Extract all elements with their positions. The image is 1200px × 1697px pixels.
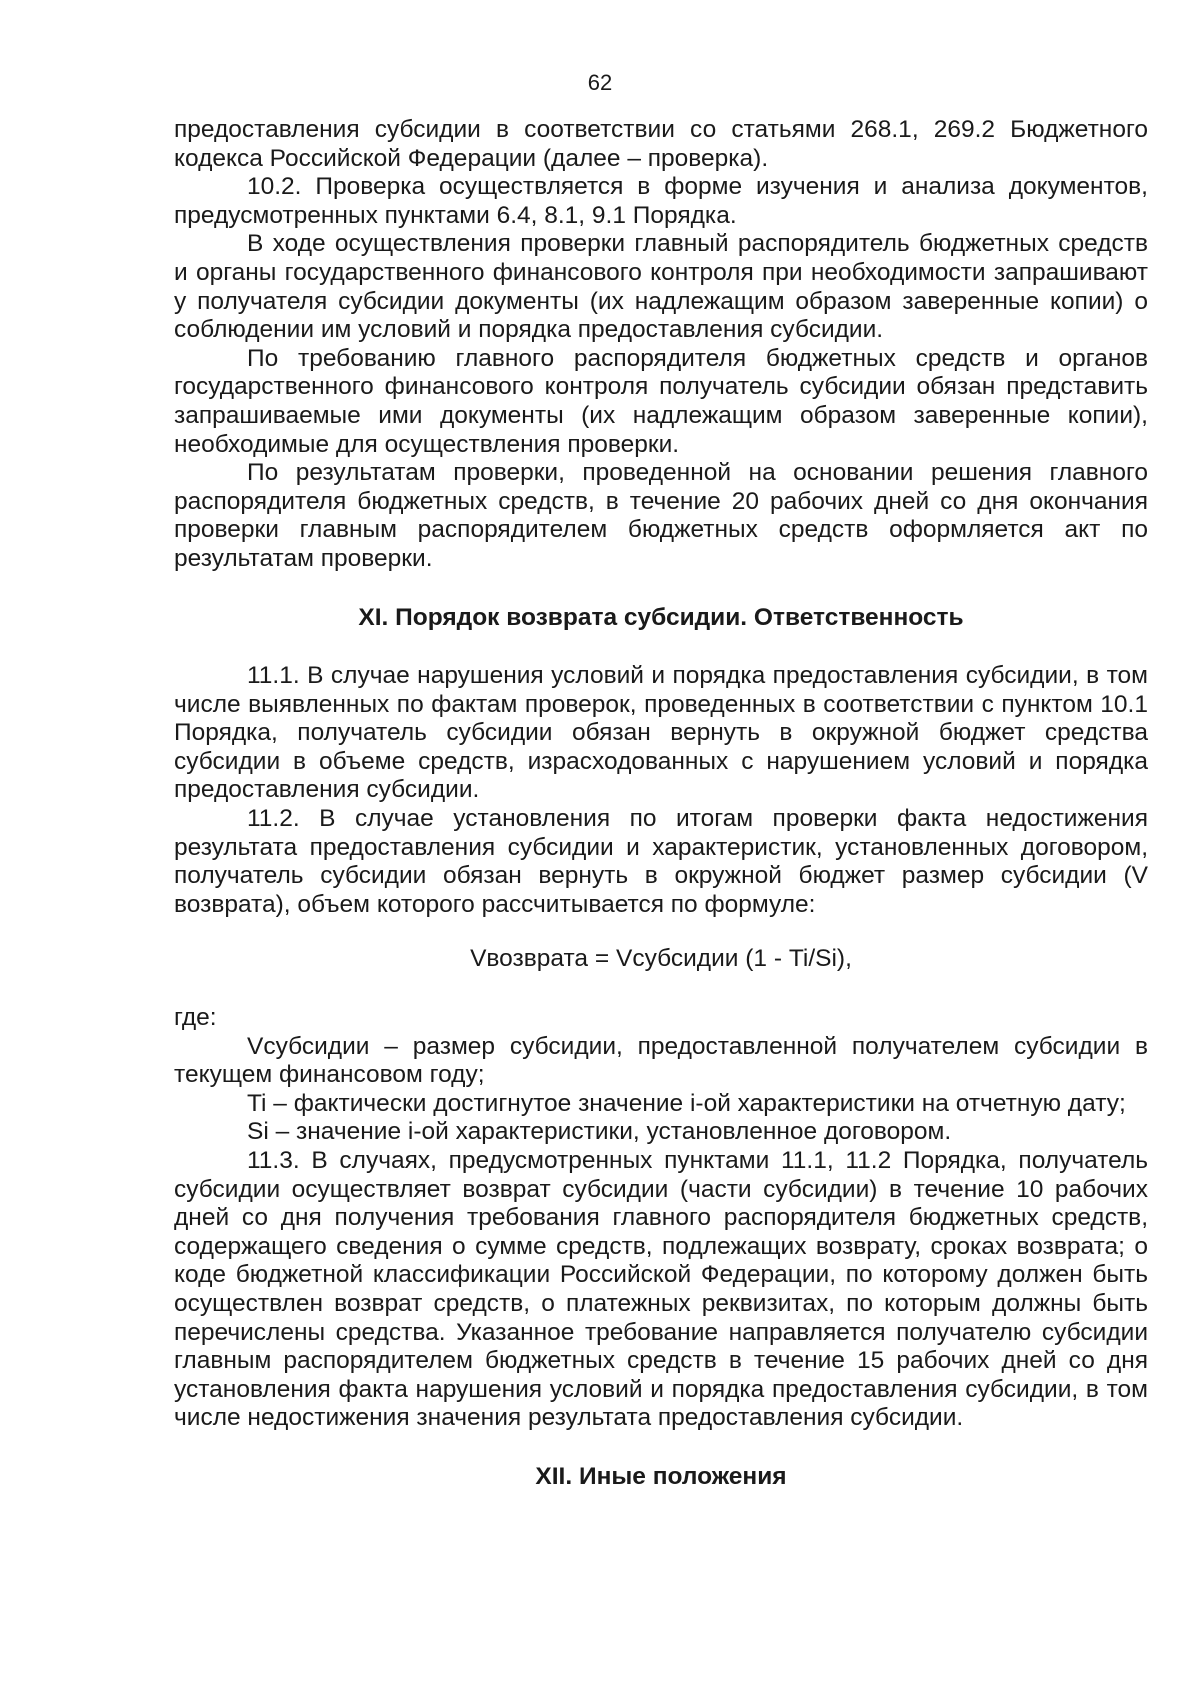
paragraph-10-2: 10.2. Проверка осуществляется в форме изучения и анализа документов, предусмотренных пунктами 6.4, 8.1, 9.1 Порядка. — [174, 173, 1148, 229]
paragraph-definition-v-subsidy: Vсубсидии – размер субсидии, предоставленной получателем субсидии в текущем финансовом году; — [174, 1032, 1148, 1089]
paragraph-document-request: В ходе осуществления проверки главный распорядитель бюджетных средств и органы государственного финансового контроля при необходимости запрашивают у получателя субсидии документы (их надлежащим образом заверенные копии) о соблюдении им условий и порядка предоставления субсидии. — [174, 230, 1148, 344]
paragraph-11-1: 11.1. В случае нарушения условий и порядка предоставления субсидии, в том числе выявленных по фактам проверок, проведенных в соответствии с пунктом 10.1 Порядка, получатель субсидии обязан вернуть в окружной бюджет средства субсидии в объеме средств, израсходованных с нарушением условий и порядка предоставления субсидии. — [174, 662, 1148, 804]
paragraph-where: где: — [174, 1004, 217, 1032]
paragraph-definition-si: Si – значение i-ой характеристики, установленное договором. — [247, 1118, 952, 1146]
paragraph-11-2: 11.2. В случае установления по итогам проверки факта недостижения результата предоставления субсидии и характеристик, установленных договором, получатель субсидии обязан вернуть в окружной бюджет размер субсидии (V возврата), объем которого рассчитывается по формуле: — [174, 805, 1148, 918]
paragraph-definition-ti: Ti – фактически достигнутое значение i-ой характеристики на отчетную дату; — [247, 1089, 1126, 1117]
paragraph-verification-act: По результатам проверки, проведенной на основании решения главного распорядителя бюджетных средств, в течение 20 рабочих дней со дня окончания проверки главным распорядителем бюджетных средств оформляется акт по результатам проверки. — [174, 459, 1148, 572]
paragraph-recipient-obligation: По требованию главного распорядителя бюджетных средств и органов государственного финансового контроля получатель субсидии обязан представить запрашиваемые ими документы (их надлежащим образом заверенные копии), необходимые для осуществления проверки. — [174, 344, 1148, 458]
section-heading-xi: XI. Порядок возврата субсидии. Ответственность — [358, 603, 964, 631]
paragraph-verification-definition: предоставления субсидии в соответствии со статьями 268.1, 269.2 Бюджетного кодекса Российской Федерации (далее – проверка). — [174, 116, 1148, 172]
page-number: 62 — [587, 70, 613, 95]
refund-formula: Vвозврата = Vсубсидии (1 - Ti/Si), — [470, 945, 852, 973]
paragraph-11-3: 11.3. В случаях, предусмотренных пунктами 11.1, 11.2 Порядка, получатель субсидии осуществляет возврат субсидии (части субсидии) в течение 10 рабочих дней со дня получения требования главного распорядителя бюджетных средств, содержащего сведения о сумме средств, подлежащих возврату, сроках возврата; о коде бюджетной классификации Российской Федерации, по которому должен быть осуществлен возврат средств, о платежных реквизитах, по которым должны быть перечислены средства. Указанное требование направляется получателю субсидии главным распорядителем бюджетных средств в течение 15 рабочих дней со дня установления факта нарушения условий и порядка предоставления субсидии, в том числе недостижения значения результата предоставления субсидии. — [174, 1147, 1148, 1432]
document-body — [174, 116, 1148, 1492]
section-heading-xii: XII. Иные положения — [535, 1462, 787, 1490]
